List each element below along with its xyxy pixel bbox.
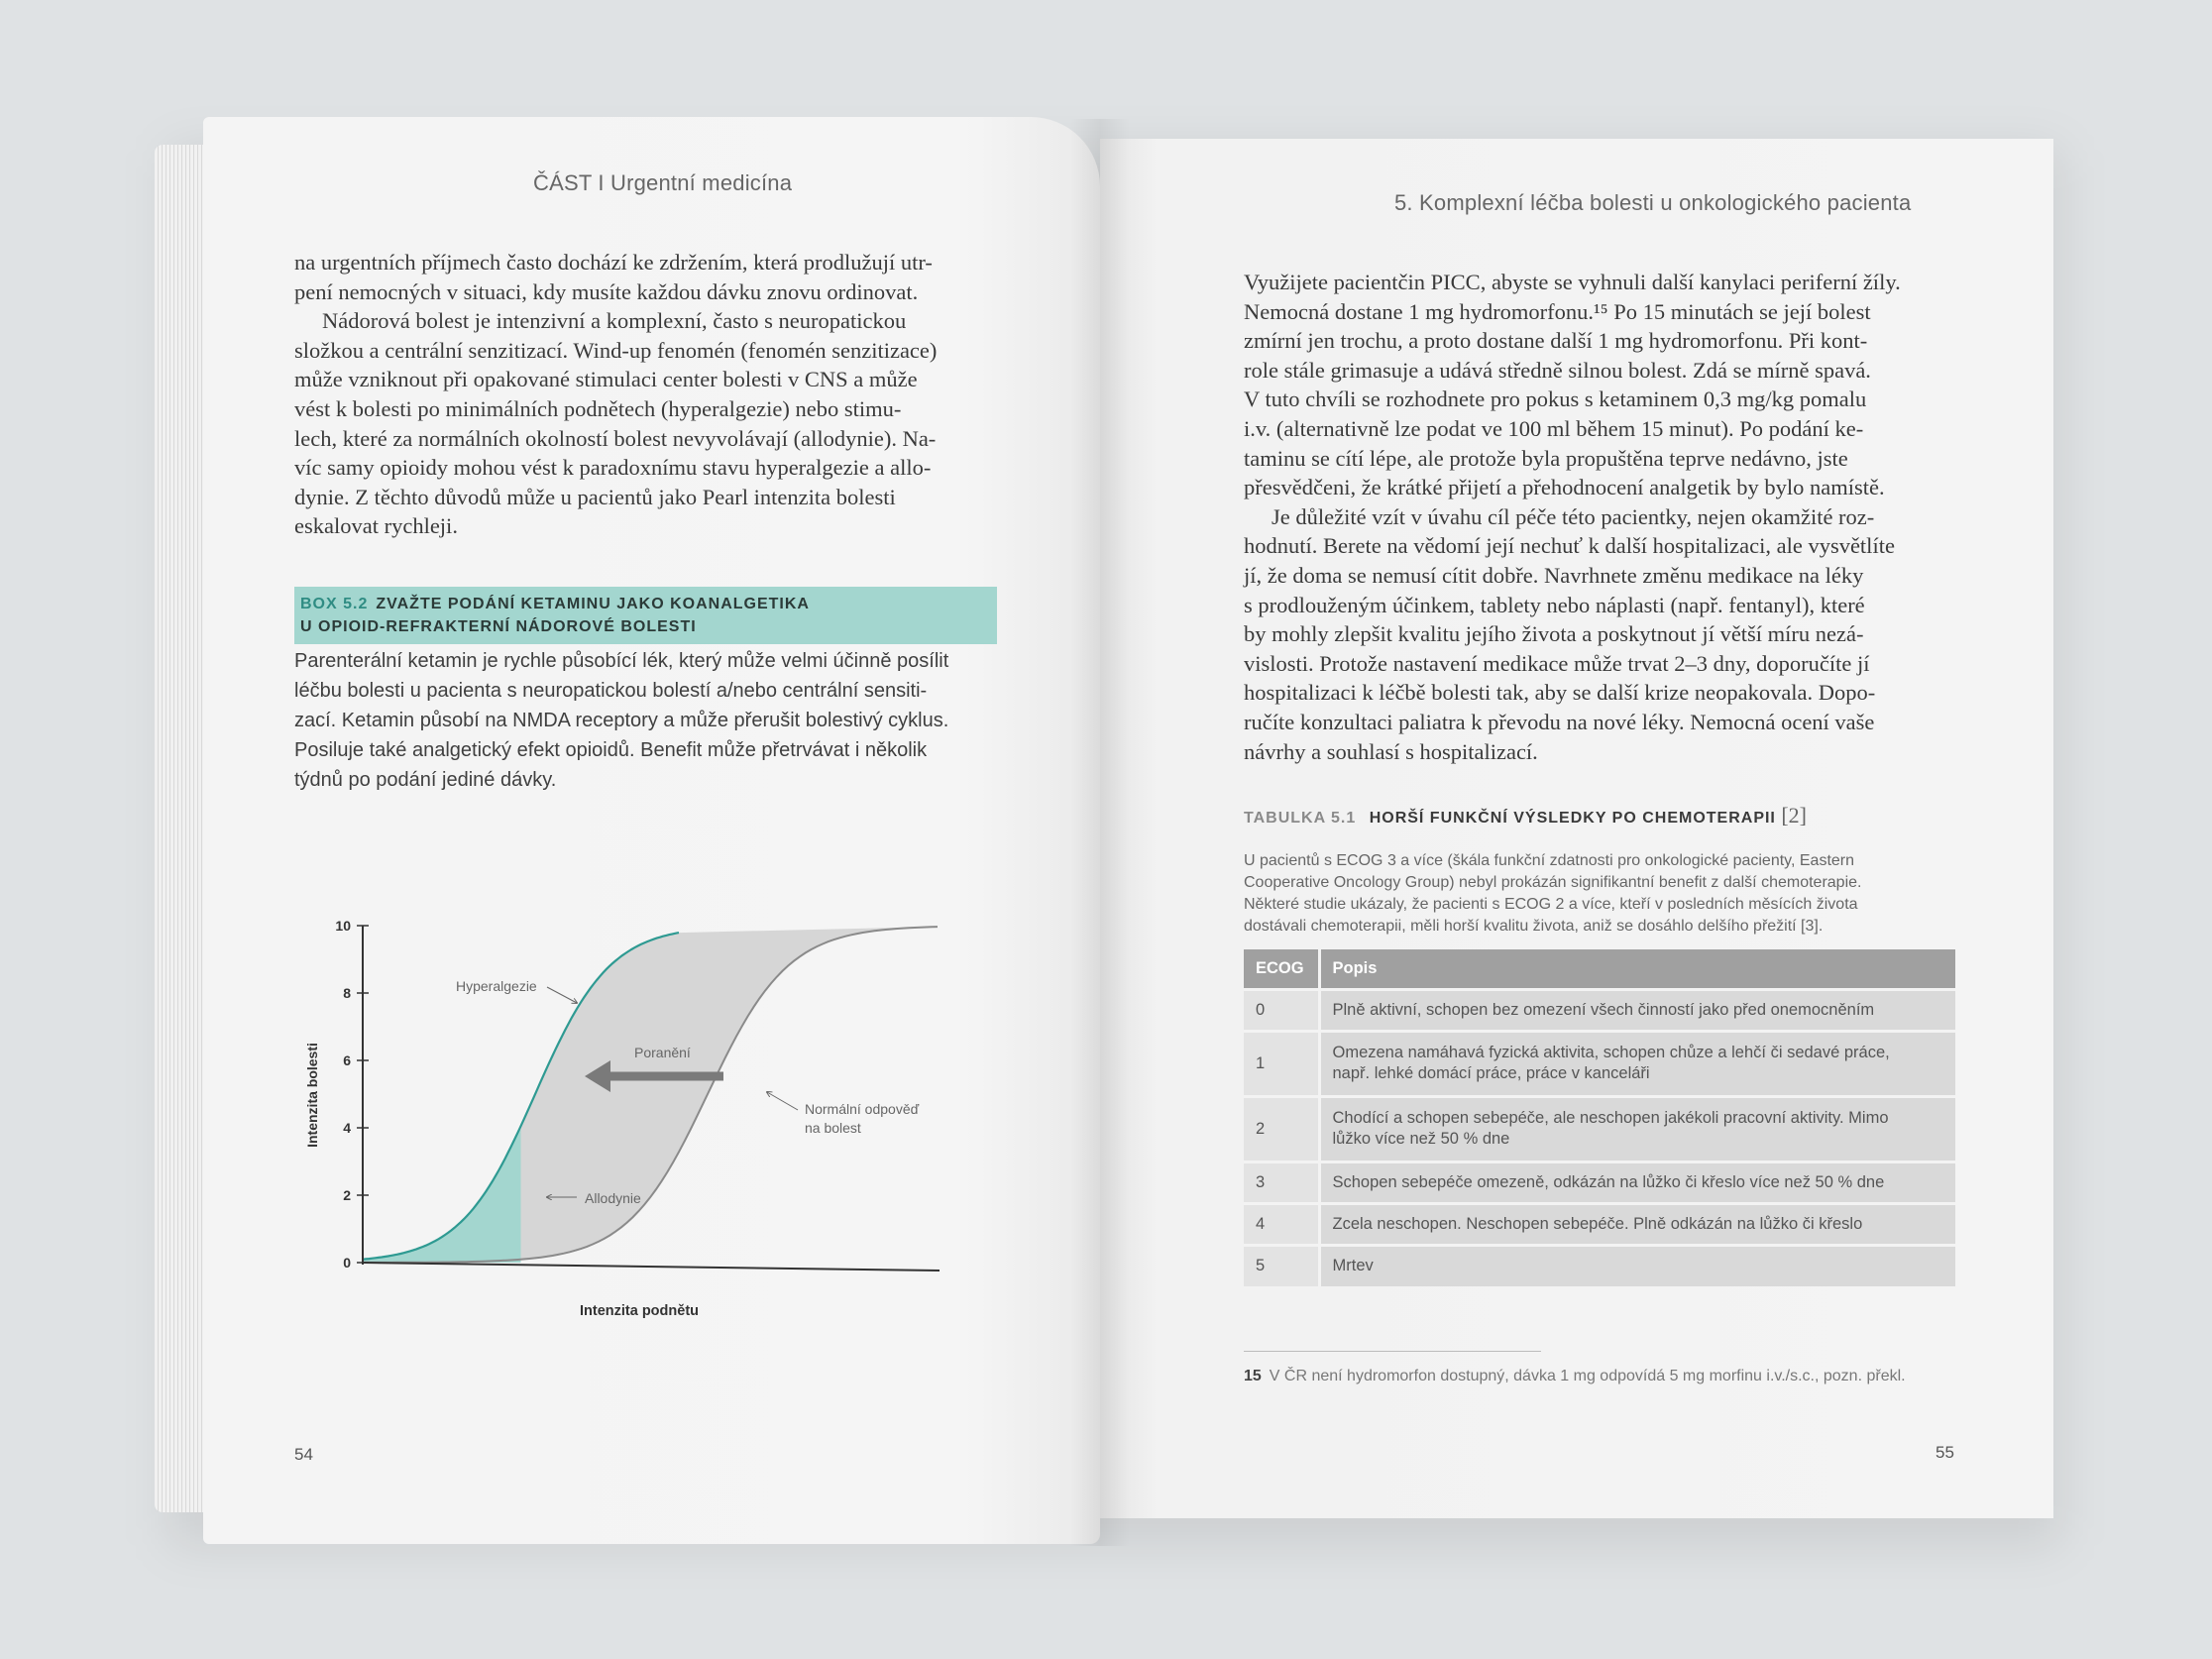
table-row xyxy=(1244,1203,1955,1245)
right-page-number: 55 xyxy=(1936,1443,1954,1462)
y-tick-label: 8 xyxy=(343,985,351,1001)
text-line: jí, že doma se nemusí cítit dobře. Navrhnete změnu medikace na léky xyxy=(1244,562,1864,588)
table-title xyxy=(1244,803,1807,829)
text-line: Nádorová bolest je intenzivní a komplexní, často s neuropatickou xyxy=(322,308,907,334)
footnote-number: 15 xyxy=(1244,1368,1262,1384)
table-row xyxy=(1244,1245,1955,1286)
text-line: vést k bolesti po minimálních podnětech (hyperalgezie) nebo stimu- xyxy=(294,395,902,421)
popis-line: Schopen sebepéče omezeně, odkázán na lůžko či křeslo více než 50 % dne xyxy=(1332,1172,1885,1191)
annotation-hyperalgezie-pointer xyxy=(547,987,577,1003)
text-line: Je důležité vzít v úvahu cíl péče této pacientky, nejen okamžité roz- xyxy=(1272,503,1875,529)
table-reference: [2] xyxy=(1781,803,1807,828)
table-header-row xyxy=(1244,949,1955,989)
right-paragraph-1 xyxy=(1244,268,1956,766)
note-line: dostávali chemoterapii, měli horší kvalitu života, aniž se dosáhlo delšího přežití [3]. xyxy=(1244,918,1824,935)
text-line: dynie. Z těchto důvodů může u pacientů jako Pearl intenzita bolesti xyxy=(294,484,896,509)
left-page-number: 54 xyxy=(294,1445,313,1464)
text-line: vislosti. Protože nastavení medikace může trvat 2–3 dny, doporučíte jí xyxy=(1244,650,1870,676)
y-tick-label: 2 xyxy=(343,1187,351,1203)
box-5-2-heading xyxy=(294,587,997,644)
ecog-cell: 1 xyxy=(1244,1031,1319,1096)
y-tick-label: 6 xyxy=(343,1052,351,1068)
popis-line: Plně aktivní, schopen bez omezení všech činností jako před onemocněním xyxy=(1332,1000,1875,1019)
annotation-normalni-line2: na bolest xyxy=(805,1120,861,1136)
text-line: složkou a centrální senzitizací. Wind-up fenomén (fenomén senzitizace) xyxy=(294,337,938,363)
text-line: zací. Ketamin působí na NMDA receptory a může přerušit bolestivý cyklus. xyxy=(294,710,949,731)
popis-cell xyxy=(1319,1031,1955,1096)
text-line: by mohly zlepšit kvalitu jejího života a poskytnout jí větší míru nezá- xyxy=(1244,621,1864,647)
y-tick-label: 0 xyxy=(343,1255,351,1271)
right-running-head: 5. Komplexní léčba bolesti u onkologického pacienta xyxy=(1394,190,1912,215)
text-line: lech, které za normálních okolností bolest nevyvolávají (allodynie). Na- xyxy=(294,425,937,451)
ecog-cell: 4 xyxy=(1244,1203,1319,1245)
text-line: taminu se cítí lépe, ale protože byla propuštěna teprve nedávno, jste xyxy=(1244,445,1848,471)
note-line: Některé studie ukázaly, že pacienti s ECOG 2 a více, kteří v posledních měsících života xyxy=(1244,896,1858,913)
text-line: týdnů po podání jediné dávky. xyxy=(294,769,557,791)
popis-line: Mrtev xyxy=(1332,1257,1374,1275)
footnote xyxy=(1244,1368,1906,1385)
table-title-text: HORŠÍ FUNKČNÍ VÝSLEDKY PO CHEMOTERAPII xyxy=(1369,810,1776,827)
text-line: Nemocná dostane 1 mg hydromorfonu.¹⁵ Po 15 minutách se její bolest xyxy=(1244,298,1871,324)
popis-cell xyxy=(1319,989,1955,1031)
header-popis: Popis xyxy=(1319,949,1955,989)
text-line: hospitalizaci k léčbě bolesti tak, aby se další krize neopakovala. Dopo- xyxy=(1244,680,1876,706)
table-label: TABULKA 5.1 xyxy=(1244,810,1357,827)
ecog-cell: 2 xyxy=(1244,1096,1319,1161)
text-line: víc samy opioidy mohou vést k paradoxnímu stavu hyperalgezie a allo- xyxy=(294,455,932,481)
popis-cell xyxy=(1319,1245,1955,1286)
ecog-cell: 5 xyxy=(1244,1245,1319,1286)
note-line: U pacientů s ECOG 3 a více (škála funkční zdatnosti pro onkologické pacienty, Eastern xyxy=(1244,852,1855,869)
text-line: návrhy a souhlasí s hospitalizací. xyxy=(1244,738,1538,764)
annotation-allodynie: Allodynie xyxy=(585,1190,641,1206)
text-line: ručíte konzultaci paliatra k převodu na nové léky. Nemocná ocení vaše xyxy=(1244,709,1875,734)
left-running-head: ČÁST I Urgentní medicína xyxy=(533,170,793,195)
ecog-cell: 3 xyxy=(1244,1161,1319,1203)
annotation-poraneni: Poranění xyxy=(634,1045,691,1060)
popis-cell xyxy=(1319,1096,1955,1161)
y-tick-label: 10 xyxy=(335,918,351,934)
annotation-normalni-pointer xyxy=(767,1092,798,1110)
x-axis xyxy=(363,1263,940,1271)
table-row xyxy=(1244,1031,1955,1096)
popis-cell xyxy=(1319,1203,1955,1245)
text-line: s prodlouženým účinkem, tablety nebo náplasti (např. fentanyl), které xyxy=(1244,592,1865,617)
annotation-normalni-line1: Normální odpověď xyxy=(805,1101,920,1117)
text-line: hodnutí. Berete na vědomí její nechuť k další hospitalizaci, ale vysvětlíte xyxy=(1244,533,1895,559)
text-line: zmírní jen trochu, a proto dostane další 1 mg hydromorfonu. Při kont- xyxy=(1244,328,1868,354)
ecog-table xyxy=(1244,949,1955,1286)
popis-cell xyxy=(1319,1161,1955,1203)
annotation-hyperalgezie: Hyperalgezie xyxy=(456,978,537,994)
ecog-cell: 0 xyxy=(1244,989,1319,1031)
popis-line: např. lehké domácí práce, práce v kanceláři xyxy=(1332,1064,1650,1082)
box-title-line1: ZVAŽTE PODÁNÍ KETAMINU JAKO KOANALGETIKA xyxy=(376,596,810,612)
text-line: pení nemocných v situaci, kdy musíte každou dávku znovu ordinovat. xyxy=(294,278,919,304)
y-axis-label: Intenzita bolesti xyxy=(304,1043,320,1148)
table-row xyxy=(1244,1096,1955,1161)
text-line: Posiluje také analgetický efekt opioidů. Benefit může přetrvávat i několik xyxy=(294,739,928,761)
text-line: i.v. (alternativně lze podat ve 100 ml během 15 minut). Po podání ke- xyxy=(1244,415,1864,441)
text-line: přesvědčeni, že krátké přijetí a přehodnocení analgetik by bylo namístě. xyxy=(1244,475,1885,500)
note-line: Cooperative Oncology Group) nebyl prokázán signifikantní benefit z další chemoterapie. xyxy=(1244,874,1862,891)
text-line: eskalovat rychleji. xyxy=(294,513,458,539)
box-5-2-text xyxy=(294,646,998,795)
box-title-line2: U OPIOID-REFRAKTERNÍ NÁDOROVÉ BOLESTI xyxy=(300,618,697,635)
pain-response-chart xyxy=(287,892,971,1338)
text-line: role stále grimasuje a udává středně silnou bolest. Zdá se mírně spavá. xyxy=(1244,357,1871,383)
left-paragraph-1 xyxy=(294,248,998,541)
text-line: může vzniknout při opakované stimulaci center bolesti v CNS a může xyxy=(294,367,918,392)
popis-line: Zcela neschopen. Neschopen sebepéče. Plně odkázán na lůžko či křeslo xyxy=(1332,1214,1863,1233)
text-line: Využijete pacientčin PICC, abyste se vyhnuli další kanylaci periferní žíly. xyxy=(1244,270,1901,294)
hyperalgesia-area xyxy=(363,927,938,1263)
y-tick-label: 4 xyxy=(343,1120,351,1136)
book-gutter xyxy=(1070,119,1130,1546)
allodynia-area xyxy=(363,1126,521,1263)
popis-line: Omezena namáhavá fyzická aktivita, schopen chůze a lehčí či sedavé práce, xyxy=(1332,1044,1890,1061)
footnote-text: V ČR není hydromorfon dostupný, dávka 1 mg odpovídá 5 mg morfinu i.v./s.c., pozn. překl. xyxy=(1269,1368,1906,1384)
footnote-rule xyxy=(1244,1351,1541,1352)
x-axis-label: Intenzita podnětu xyxy=(579,1303,700,1319)
popis-line: lůžko více než 50 % dne xyxy=(1332,1130,1510,1148)
box-number: BOX 5.2 xyxy=(300,596,369,612)
table-row xyxy=(1244,1161,1955,1203)
text-line: V tuto chvíli se rozhodnete pro pokus s ketaminem 0,3 mg/kg pomalu xyxy=(1244,387,1867,412)
table-note xyxy=(1244,850,1957,938)
text-line: léčbu bolesti u pacienta s neuropatickou bolestí a/nebo centrální sensiti- xyxy=(294,680,928,702)
popis-line: Chodící a schopen sebepéče, ale neschopen jakékoli pracovní aktivity. Mimo xyxy=(1332,1109,1889,1127)
header-ecog: ECOG xyxy=(1244,949,1319,989)
text-line: na urgentních příjmech často dochází ke zdržením, která prodlužují utr- xyxy=(294,250,933,275)
text-line: Parenterální ketamin je rychle působící lék, který může velmi účinně posílit xyxy=(294,650,949,672)
table-row xyxy=(1244,989,1955,1031)
